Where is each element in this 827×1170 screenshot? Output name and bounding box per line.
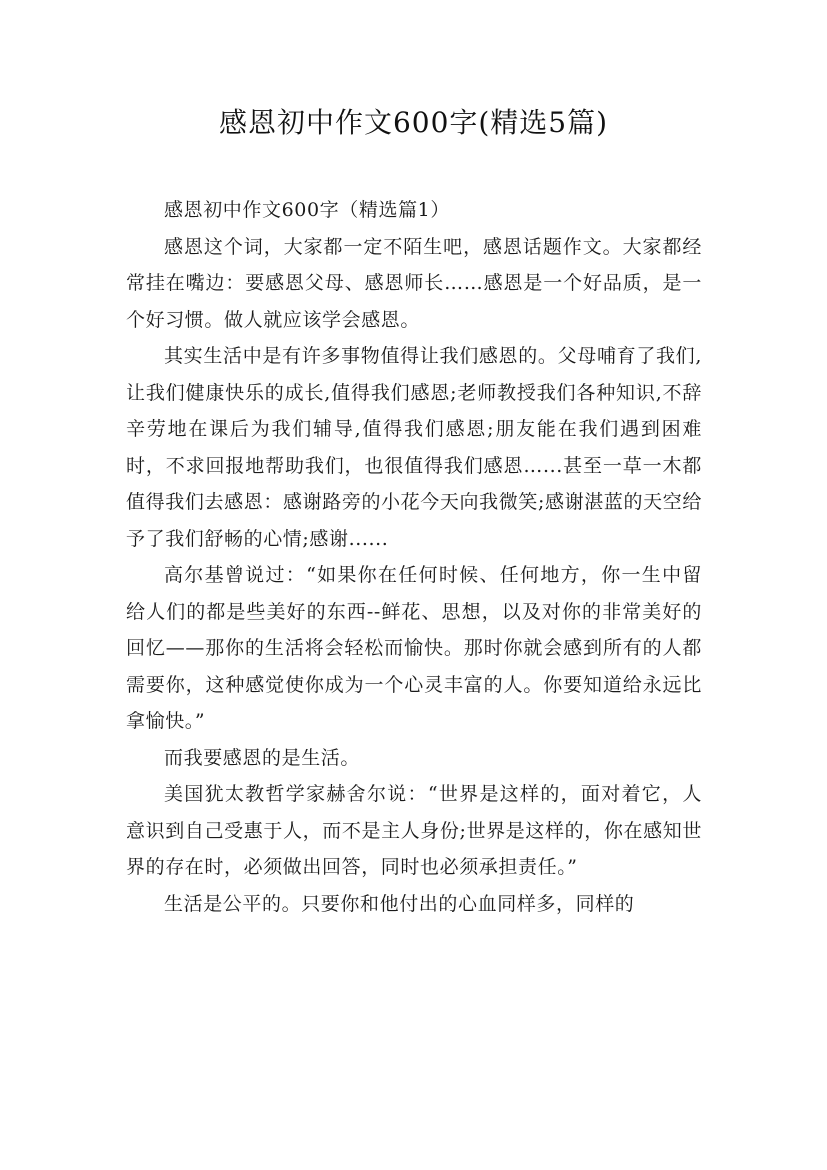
paragraph-4: 而我要感恩的是生活。 xyxy=(164,746,361,769)
section-heading: 感恩初中作文600字（精选篇1） xyxy=(164,199,450,221)
paragraph-6: 生活是公平的。只要你和他付出的心血同样多，同样的 xyxy=(164,892,635,915)
paragraph-2: 其实生活中是有许多事物值得让我们感恩的。父母哺育了我们,让我们健康快乐的成长,值得我们感恩;老师教授我们各种知识,不辞辛劳地在课后为我们辅导,值得我们感恩;朋友能在我们遇到困难时，不求回报地帮助我们，也很值得我们感恩…...甚至一草一木都值得我们去感恩：感谢路旁的小花今天向我微笑;感谢湛蓝的天空给予了我们舒畅的心情;感谢...... xyxy=(126,345,702,550)
document-title: 感恩初中作文600字(精选5篇) xyxy=(218,106,609,139)
paragraph-1: 感恩这个词，大家都一定不陌生吧，感恩话题作文。大家都经常挂在嘴边：要感恩父母、感恩师长……感恩是一个好品质，是一个好习惯。做人就应该学会感恩。 xyxy=(126,235,702,331)
document-body xyxy=(126,192,702,922)
paragraph-5: 美国犹太教哲学家赫舍尔说：“世界是这样的，面对着它，人意识到自己受惠于人，而不是主人身份;世界是这样的，你在感知世界的存在时，必须做出回答，同时也必须承担责任。” xyxy=(126,783,702,878)
paragraph-3: 高尔基曾说过：“如果你在任何时候、任何地方，你一生中留给人们的都是些美好的东西--鲜花、思想，以及对你的非常美好的回忆——那你的生活将会轻松而愉快。那时你就会感到所有的人都需要你，这种感觉使你成为一个心灵丰富的人。你要知道给永远比拿愉快。” xyxy=(126,564,702,732)
